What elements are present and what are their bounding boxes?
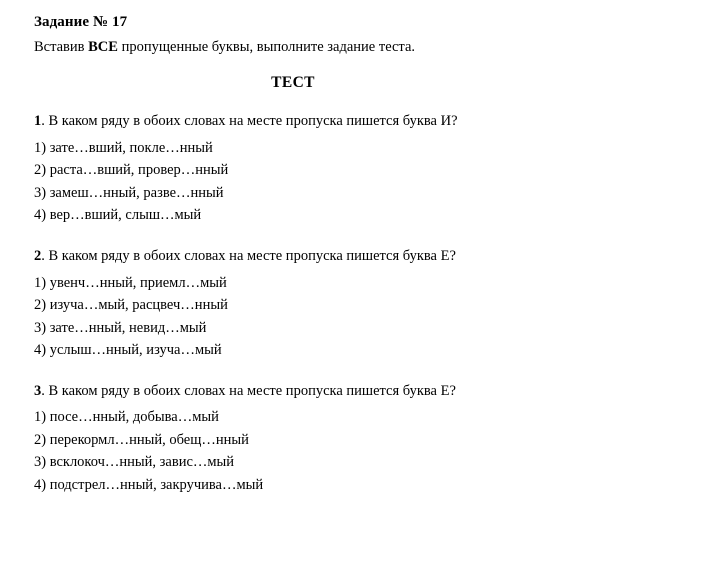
option-item: 3) замеш…нный, разве…нный <box>34 184 224 201</box>
question-number: 2 <box>34 247 42 264</box>
question-number: 3 <box>34 382 42 399</box>
option-item: 4) услыш…нный, изуча…мый <box>34 342 222 359</box>
question-block <box>34 112 682 227</box>
option-item: 4) подстрел…нный, закручива…мый <box>34 476 264 493</box>
question-text: . В каком ряду в обоих словах на месте пропуска пишется буква И? <box>41 113 458 130</box>
option-item: 2) перекормл…нный, обещ…нный <box>34 431 249 448</box>
question-number: 1 <box>34 113 42 130</box>
test-heading: ТЕСТ <box>271 74 315 92</box>
option-item: 1) посе…нный, добыва…мый <box>34 409 219 426</box>
question-stem <box>34 382 682 401</box>
instruction-text <box>34 38 682 56</box>
option-item: 3) всклокоч…нный, завис…мый <box>34 454 235 471</box>
question-text: . В каком ряду в обоих словах на месте пропуска пишется буква Е? <box>41 247 456 264</box>
option-item: 2) изуча…мый, расцвеч…нный <box>34 297 228 314</box>
instruction-suffix: пропущенные буквы, выполните задание теста. <box>117 39 416 55</box>
page-title: Задание № 17 <box>34 14 128 30</box>
question-stem <box>34 112 682 131</box>
question-stem <box>34 247 682 266</box>
option-item: 2) раста…вший, провер…нный <box>34 162 229 179</box>
option-item: 1) затe…вший, покле…нный <box>34 139 213 156</box>
instruction-emphasis: ВСЕ <box>88 39 118 55</box>
question-block <box>34 247 682 362</box>
option-item: 4) вер…вший, слыш…мый <box>34 207 202 224</box>
option-item: 3) затe…нный, невид…мый <box>34 319 207 336</box>
question-block <box>34 382 682 497</box>
option-item: 1) увенч…нный, приемл…мый <box>34 274 227 291</box>
question-text: . В каком ряду в обоих словах на месте пропуска пишется буква Е? <box>41 382 456 399</box>
instruction-prefix: Вставив <box>34 39 89 55</box>
